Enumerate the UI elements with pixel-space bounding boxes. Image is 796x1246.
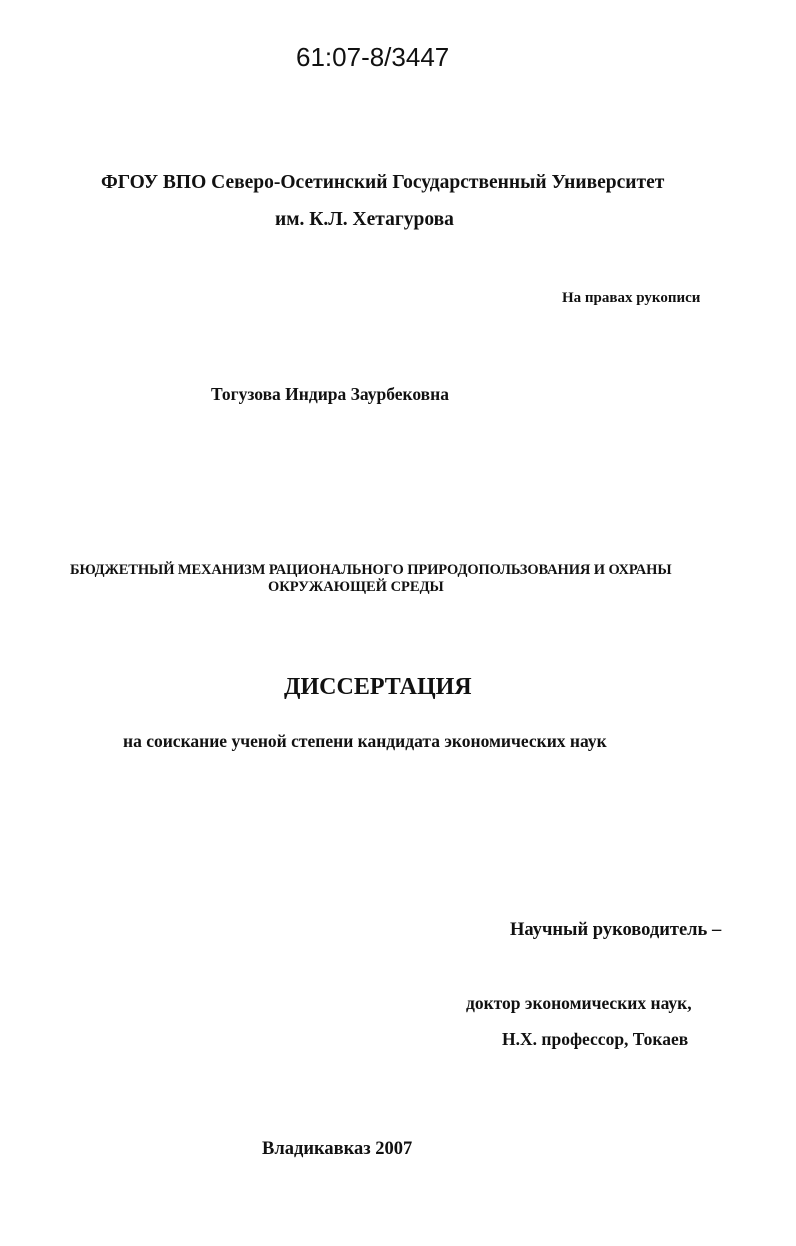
advisor-name: Н.Х. профессор, Токаев — [502, 1029, 689, 1049]
place-and-year: Владикавказ 2007 — [262, 1139, 413, 1159]
advisor-degree: доктор экономических наук, — [466, 993, 692, 1013]
archive-code: 61:07-8/3447 — [296, 42, 450, 72]
advisor-label: Научный руководитель – — [510, 920, 722, 940]
institution-name-continued: им. К.Л. Хетагурова — [275, 209, 454, 230]
degree-description: на соискание ученой степени кандидата экономических наук — [123, 731, 607, 751]
manuscript-rights-note: На правах рукописи — [562, 290, 701, 306]
thesis-title: БЮДЖЕТНЫЙ МЕХАНИЗМ РАЦИОНАЛЬНОГО ПРИРОДОПОЛЬЗОВАНИЯ И ОХРАНЫ — [70, 562, 672, 578]
author-name: Тогузова Индира Заурбековна — [211, 384, 449, 404]
thesis-title-continued: ОКРУЖАЮЩЕЙ СРЕДЫ — [268, 579, 444, 595]
institution-name: ФГОУ ВПО Северо-Осетинский Государственный Университет — [101, 172, 665, 193]
document-type-heading: ДИССЕРТАЦИЯ — [284, 674, 472, 700]
